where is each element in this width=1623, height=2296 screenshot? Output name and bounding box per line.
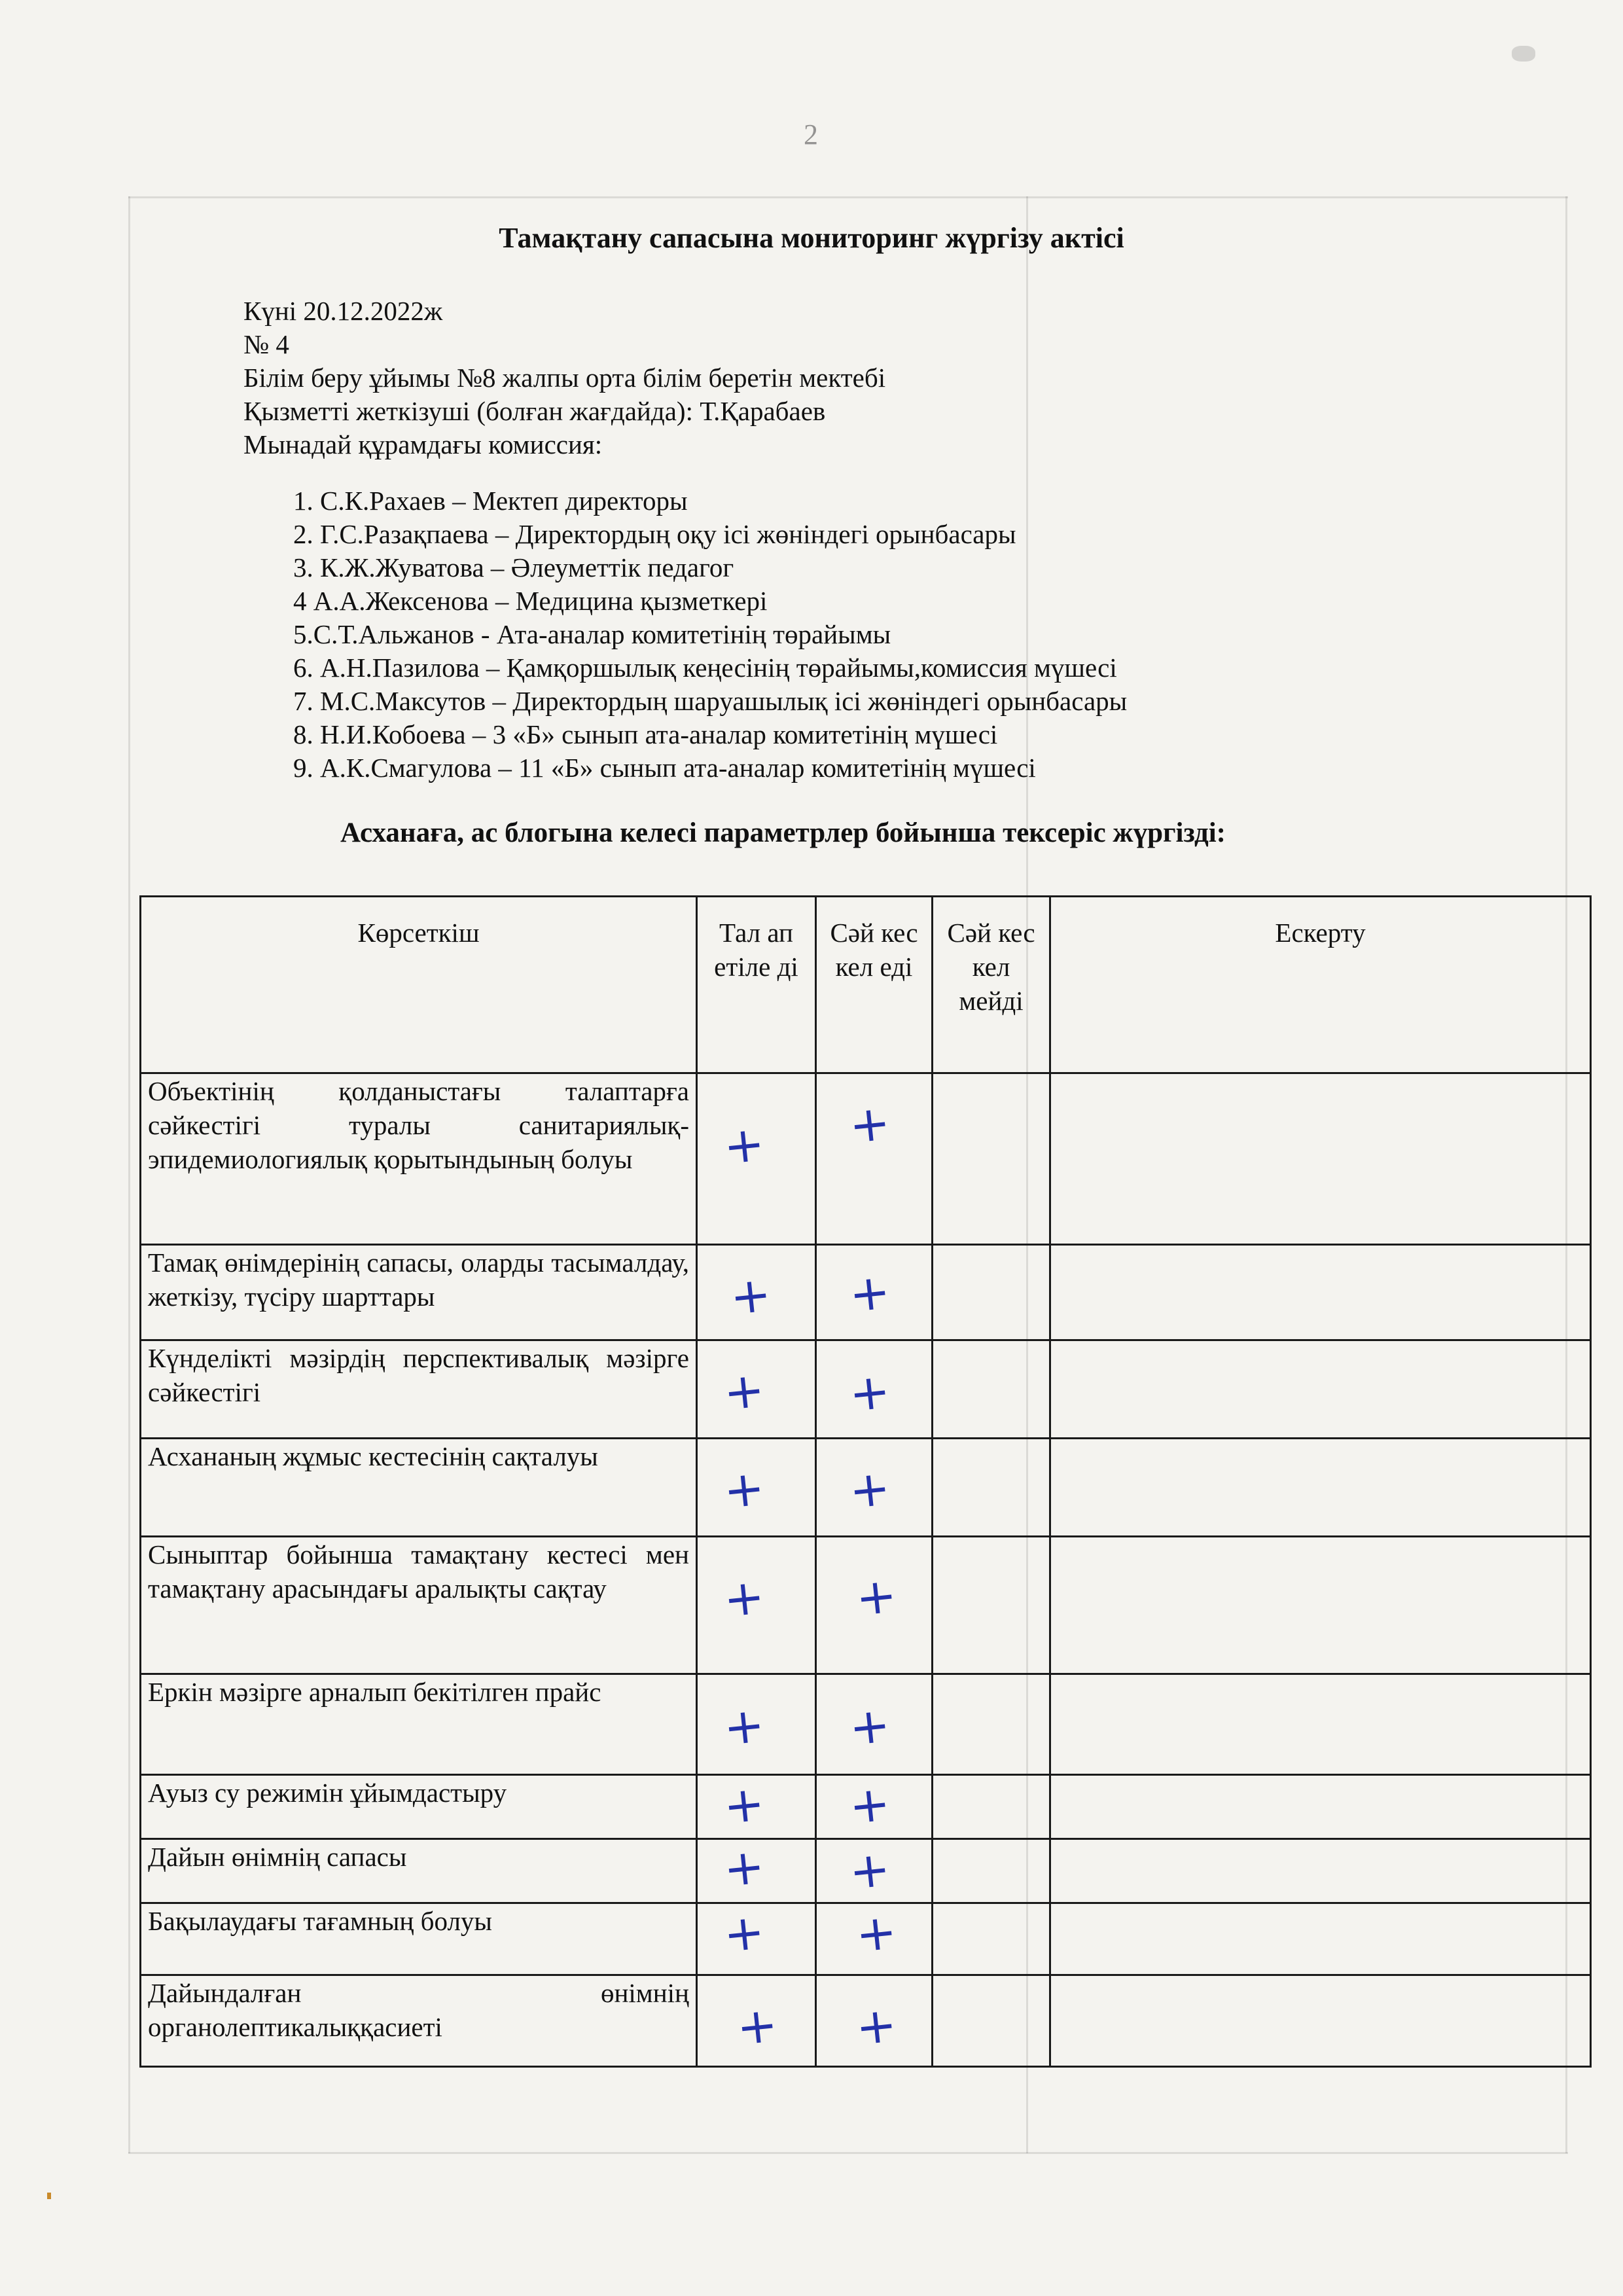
required-cell (697, 1245, 816, 1340)
note-cell (1050, 1674, 1591, 1775)
noncompliant-cell (933, 1340, 1050, 1439)
required-cell (697, 1775, 816, 1839)
required-cell (697, 1903, 816, 1975)
indicator-cell: Бақылаудағы тағамның болуы (141, 1903, 697, 1975)
compliant-cell (816, 1775, 933, 1839)
member-item: 4 А.А.Жексенова – Медицина қызметкері (293, 586, 768, 616)
member-item: 2. Г.С.Разақпаева – Директордың оқу ісі жөніндегі орынбасары (293, 519, 1016, 549)
member-item: 7. М.С.Максутов – Директордың шаруашылық ісі жөніндегі орынбасары (293, 686, 1128, 716)
indicator-cell: Ауыз су режимін ұйымдастыру (141, 1775, 697, 1839)
document-title: Тамақтану сапасына мониторинг жүргізу актісі (499, 222, 1124, 254)
table-row (141, 1073, 1591, 1245)
table-row (141, 1775, 1591, 1839)
member-item: 8. Н.И.Кобоева – 3 «Б» сынып ата-аналар комитетінің мүшесі (293, 719, 998, 749)
handwritten-check-mark: + (721, 1837, 768, 1899)
compliant-cell (816, 1903, 933, 1975)
required-cell (697, 1674, 816, 1775)
ink-dot (47, 2193, 51, 2199)
compliant-cell (816, 1839, 933, 1903)
date-line: Күні 20.12.2022ж (243, 296, 443, 326)
handwritten-check-mark: + (846, 1840, 893, 1901)
header-compliant: Сәй кес кел еді (816, 897, 933, 1073)
indicator-cell: Дайын өнімнің сапасы (141, 1839, 697, 1903)
required-cell (697, 1340, 816, 1439)
header-indicator: Көрсеткіш (141, 897, 697, 1073)
note-cell (1050, 1537, 1591, 1674)
noncompliant-cell (933, 1903, 1050, 1975)
handwritten-check-mark: + (721, 1115, 768, 1176)
note-cell (1050, 1245, 1591, 1340)
table-row (141, 1839, 1591, 1903)
table-row (141, 1340, 1591, 1439)
indicator-cell: Дайындалған өнімнің органолептикалыққасиеті (141, 1975, 697, 2067)
handwritten-check-mark: + (721, 1696, 768, 1757)
noncompliant-cell (933, 1073, 1050, 1245)
handwritten-check-mark: + (846, 1459, 893, 1520)
member-item: 3. К.Ж.Жуватова – Әлеуметтік педагог (293, 552, 734, 583)
table-row (141, 1439, 1591, 1537)
noncompliant-cell (933, 1975, 1050, 2067)
document-info (243, 295, 885, 461)
note-cell (1050, 1903, 1591, 1975)
table-row (141, 1903, 1591, 1975)
handwritten-check-mark: + (853, 1566, 900, 1628)
indicator-cell: Объектінің қолданыстағы талаптарға сәйкестігі туралы санитариялық-эпидемиологиялық қорытындының болуы (141, 1073, 697, 1245)
commission-members-list (293, 484, 1127, 785)
indicator-cell: Сыныптар бойынша тамақтану кестесі мен тамақтану арасындағы аралықты сақтау (141, 1537, 697, 1674)
note-cell (1050, 1439, 1591, 1537)
note-cell (1050, 1073, 1591, 1245)
compliant-cell (816, 1073, 933, 1245)
compliant-cell (816, 1537, 933, 1674)
compliant-cell (816, 1975, 933, 2067)
handwritten-check-mark: + (721, 1459, 768, 1520)
member-item: 5.С.Т.Альжанов - Ата-аналар комитетінің төрайымы (293, 619, 891, 649)
note-cell (1050, 1775, 1591, 1839)
header-required: Тал ап етіле ді (697, 897, 816, 1073)
handwritten-check-mark: + (734, 1996, 781, 2057)
required-cell (697, 1537, 816, 1674)
table-row (141, 1975, 1591, 2067)
handwritten-check-mark: + (853, 1903, 900, 1964)
member-item: 9. А.К.Смагулова – 11 «Б» сынып ата-аналар комитетінің мүшесі (293, 753, 1036, 783)
table-row (141, 1245, 1591, 1340)
noncompliant-cell (933, 1245, 1050, 1340)
noncompliant-cell (933, 1839, 1050, 1903)
table-row (141, 1674, 1591, 1775)
handwritten-check-mark: + (846, 1263, 893, 1324)
handwritten-check-mark: + (721, 1903, 768, 1964)
inspection-subtitle: Асханаға, ас блогына келесі параметрлер бойынша тексеріс жүргізді: (340, 817, 1226, 848)
handwritten-check-mark: + (721, 1568, 768, 1629)
table-row (141, 1537, 1591, 1674)
indicator-cell: Тамақ өнімдерінің сапасы, оларды тасымалдау, жеткізу, түсіру шарттары (141, 1245, 697, 1340)
required-cell (697, 1073, 816, 1245)
inspection-table (139, 895, 1592, 2068)
handwritten-check-mark: + (727, 1265, 774, 1327)
page-number: 2 (804, 118, 818, 151)
indicator-cell: Күнделікті мәзірдің перспективалық мәзірге сәйкестігі (141, 1340, 697, 1439)
member-item: 6. А.Н.Пазилова – Қамқоршылық кеңесінің төрайымы,комиссия мүшесі (293, 653, 1117, 683)
page-smudge (1512, 46, 1535, 62)
compliant-cell (816, 1674, 933, 1775)
header-note: Ескерту (1050, 897, 1591, 1073)
number-line: № 4 (243, 329, 289, 359)
compliant-cell (816, 1439, 933, 1537)
indicator-cell: Асхананың жұмыс кестесінің сақталуы (141, 1439, 697, 1537)
handwritten-check-mark: + (721, 1774, 768, 1836)
required-cell (697, 1839, 816, 1903)
noncompliant-cell (933, 1775, 1050, 1839)
note-cell (1050, 1340, 1591, 1439)
required-cell (697, 1975, 816, 2067)
handwritten-check-mark: + (846, 1362, 893, 1424)
handwritten-check-mark: + (721, 1361, 768, 1422)
handwritten-check-mark: + (853, 1996, 900, 2057)
compliant-cell (816, 1340, 933, 1439)
handwritten-check-mark: + (846, 1696, 893, 1757)
organization-line: Білім беру ұйымы №8 жалпы орта білім беретін мектебі (243, 363, 886, 393)
noncompliant-cell (933, 1674, 1050, 1775)
member-item: 1. С.К.Рахаев – Мектеп директоры (293, 486, 688, 516)
note-cell (1050, 1975, 1591, 2067)
commission-intro: Мынадай құрамдағы комиссия: (243, 429, 603, 459)
noncompliant-cell (933, 1537, 1050, 1674)
note-cell (1050, 1839, 1591, 1903)
compliant-cell (816, 1245, 933, 1340)
handwritten-check-mark: + (846, 1094, 893, 1155)
noncompliant-cell (933, 1439, 1050, 1537)
required-cell (697, 1439, 816, 1537)
supplier-line: Қызметті жеткізуші (болған жағдайда): Т.Қарабаев (243, 396, 826, 426)
indicator-cell: Еркін мәзірге арналып бекітілген прайс (141, 1674, 697, 1775)
header-noncompliant: Сәй кес кел мейді (933, 897, 1050, 1073)
handwritten-check-mark: + (846, 1774, 893, 1836)
